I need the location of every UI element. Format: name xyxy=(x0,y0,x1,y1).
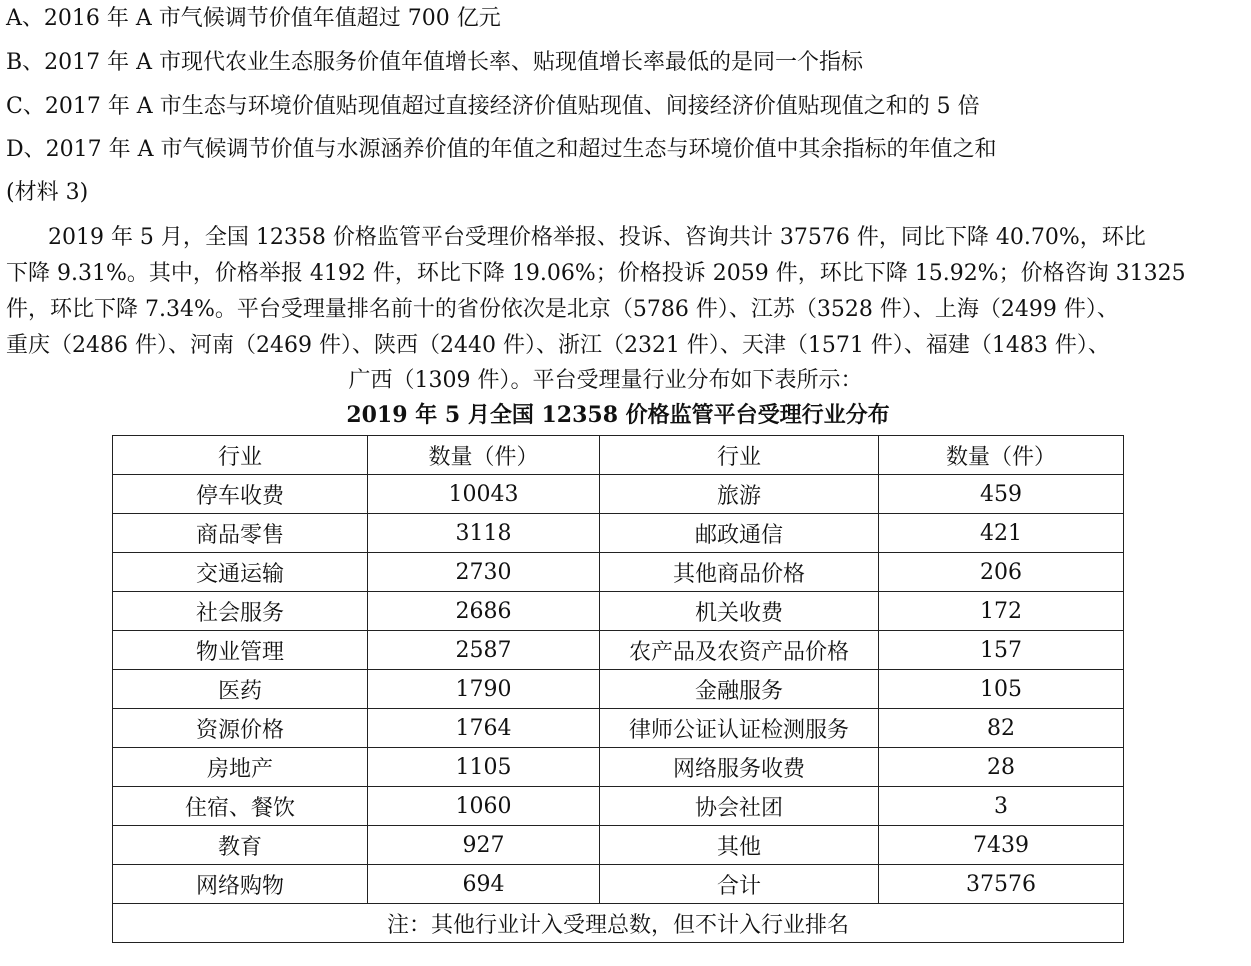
count-cell: 694 xyxy=(368,865,600,904)
option-b: B、2017 年 A 市现代农业生态服务价值年值增长率、贴现值增长率最低的是同一个指标 xyxy=(6,50,864,75)
header-industry: 行业 xyxy=(600,436,879,475)
table-row xyxy=(113,709,1124,748)
material-paragraph xyxy=(6,220,1236,364)
count-cell: 421 xyxy=(879,514,1124,553)
paragraph-line: 件，环比下降 7.34%。平台受理量排名前十的省份依次是北京（5786 件）、江苏（3528 件）、上海（2499 件）、 xyxy=(6,297,1119,322)
header-industry: 行业 xyxy=(113,436,368,475)
industry-cell: 房地产 xyxy=(113,748,368,787)
count-cell: 3118 xyxy=(368,514,600,553)
material-label: (材料 3) xyxy=(6,180,89,205)
option-d: D、2017 年 A 市气候调节价值与水源涵养价值的年值之和超过生态与环境价值中其余指标的年值之和 xyxy=(6,137,997,162)
table-title: 2019 年 5 月全国 12358 价格监管平台受理行业分布 xyxy=(346,402,890,428)
table-row xyxy=(113,553,1124,592)
count-cell: 206 xyxy=(879,553,1124,592)
industry-cell: 资源价格 xyxy=(113,709,368,748)
count-cell: 1764 xyxy=(368,709,600,748)
industry-cell: 其他 xyxy=(600,826,879,865)
industry-cell: 医药 xyxy=(113,670,368,709)
table-row xyxy=(113,592,1124,631)
industry-cell: 其他商品价格 xyxy=(600,553,879,592)
table-row xyxy=(113,787,1124,826)
industry-cell: 邮政通信 xyxy=(600,514,879,553)
count-cell: 2686 xyxy=(368,592,600,631)
paragraph-line: 2019 年 5 月，全国 12358 价格监管平台受理价格举报、投诉、咨询共计 37576 件，同比下降 40.70%，环比 xyxy=(6,225,1146,250)
option-c: C、2017 年 A 市生态与环境价值贴现值超过直接经济价值贴现值、间接经济价值贴现值之和的 5 倍 xyxy=(6,94,980,119)
table-row xyxy=(113,670,1124,709)
industry-cell: 网络服务收费 xyxy=(600,748,879,787)
table-row xyxy=(113,631,1124,670)
count-cell: 7439 xyxy=(879,826,1124,865)
count-cell: 1790 xyxy=(368,670,600,709)
option-a: A、2016 年 A 市气候调节价值年值超过 700 亿元 xyxy=(6,6,501,31)
count-cell: 2587 xyxy=(368,631,600,670)
count-cell: 10043 xyxy=(368,475,600,514)
industry-cell: 交通运输 xyxy=(113,553,368,592)
count-cell: 37576 xyxy=(879,865,1124,904)
industry-cell: 社会服务 xyxy=(113,592,368,631)
industry-cell: 协会社团 xyxy=(600,787,879,826)
count-cell: 3 xyxy=(879,787,1124,826)
count-cell: 82 xyxy=(879,709,1124,748)
paragraph-last-line: 广西（1309 件）。平台受理量行业分布如下表所示： xyxy=(348,368,863,393)
industry-cell: 合计 xyxy=(600,865,879,904)
count-cell: 28 xyxy=(879,748,1124,787)
table-row xyxy=(113,865,1124,904)
table-row xyxy=(113,475,1124,514)
industry-cell: 教育 xyxy=(113,826,368,865)
industry-table xyxy=(112,435,1124,943)
count-cell: 459 xyxy=(879,475,1124,514)
industry-cell: 律师公证认证检测服务 xyxy=(600,709,879,748)
count-cell: 105 xyxy=(879,670,1124,709)
industry-cell: 物业管理 xyxy=(113,631,368,670)
industry-cell: 旅游 xyxy=(600,475,879,514)
industry-cell: 机关收费 xyxy=(600,592,879,631)
table-note-row xyxy=(113,904,1124,943)
industry-cell: 商品零售 xyxy=(113,514,368,553)
table-row xyxy=(113,748,1124,787)
industry-cell: 网络购物 xyxy=(113,865,368,904)
count-cell: 172 xyxy=(879,592,1124,631)
table-header-row xyxy=(113,436,1124,475)
industry-cell: 农产品及农资产品价格 xyxy=(600,631,879,670)
count-cell: 1060 xyxy=(368,787,600,826)
count-cell: 1105 xyxy=(368,748,600,787)
count-cell: 927 xyxy=(368,826,600,865)
count-cell: 2730 xyxy=(368,553,600,592)
table-row xyxy=(113,826,1124,865)
paragraph-line: 重庆（2486 件）、河南（2469 件）、陕西（2440 件）、浙江（2321 件）、天津（1571 件）、福建（1483 件）、 xyxy=(6,333,1110,358)
count-cell: 157 xyxy=(879,631,1124,670)
header-count: 数量（件） xyxy=(368,436,600,475)
header-count: 数量（件） xyxy=(879,436,1124,475)
industry-cell: 金融服务 xyxy=(600,670,879,709)
industry-cell: 停车收费 xyxy=(113,475,368,514)
industry-cell: 住宿、餐饮 xyxy=(113,787,368,826)
paragraph-line: 下降 9.31%。其中，价格举报 4192 件，环比下降 19.06%；价格投诉 2059 件，环比下降 15.92%；价格咨询 31325 xyxy=(6,261,1186,286)
table-row xyxy=(113,514,1124,553)
table-note: 注：其他行业计入受理总数，但不计入行业排名 xyxy=(113,904,1124,943)
